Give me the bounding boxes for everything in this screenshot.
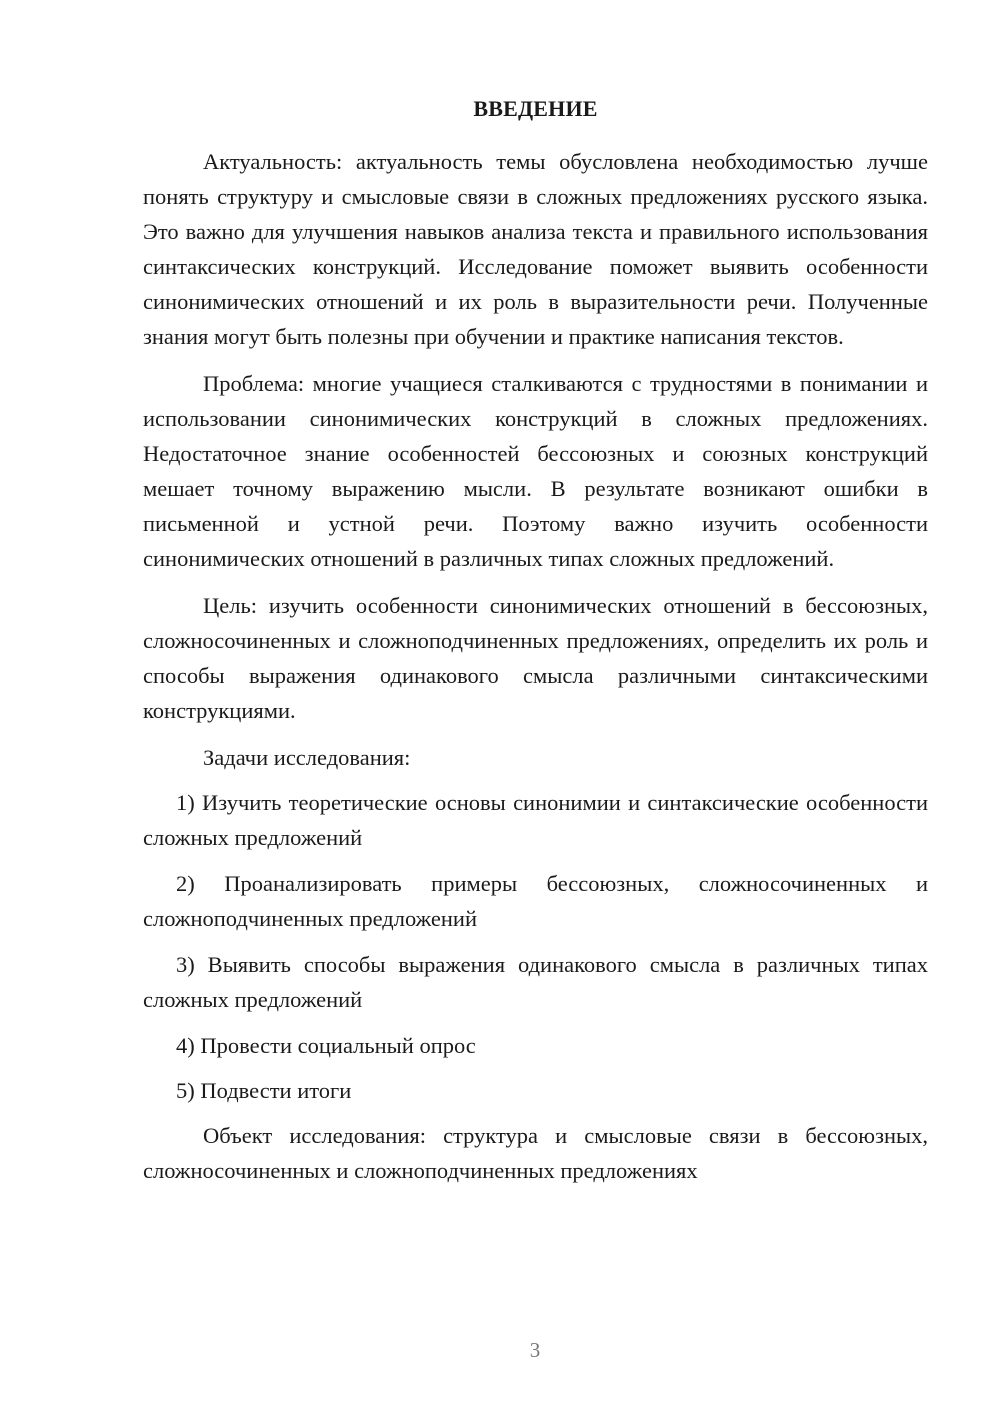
task-item: 5) Подвести итоги [176,1078,352,1103]
problem-paragraph: Проблема: многие учащиеся сталкиваются с трудностями в понимании и использовании синонимических конструкций в сложных предложениях. Недостаточное знание особенностей бессоюзных и союзных конструкций мешает точному выражению мысли. В результате возникают ошибки в письменной и устной речи. Поэтому важно изучить особенности синонимических отношений в различных типах сложных предложений. [143,371,928,571]
task-item: 4) Провести социальный опрос [176,1033,476,1058]
goal-paragraph: Цель: изучить особенности синонимических отношений в бессоюзных, сложносочиненных и сложноподчиненных предложениях, определить их роль и способы выражения одинакового смысла различными синтаксическими конструкциями. [143,593,928,723]
page-content [143,92,928,1200]
task-item: 3) Выявить способы выражения одинакового смысла в различных типах сложных предложений [143,952,928,1012]
task-item: 1) Изучить теоретические основы синонимии и синтаксические особенности сложных предложений [143,790,928,850]
object-paragraph: Объект исследования: структура и смысловые связи в бессоюзных, сложносочиненных и сложноподчиненных предложениях [143,1123,928,1183]
page-number: 3 [529,1338,541,1362]
tasks-heading: Задачи исследования: [203,745,411,770]
task-item: 2) Проанализировать примеры бессоюзных, сложносочиненных и сложноподчиненных предложений [143,871,928,931]
section-title: ВВЕДЕНИЕ [473,96,598,121]
relevance-paragraph: Актуальность: актуальность темы обусловлена необходимостью лучше понять структуру и смысловые связи в сложных предложениях русского языка. Это важно для улучшения навыков анализа текста и правильного использования синтаксических конструкций. Исследование поможет выявить особенности синонимических отношений и их роль в выразительности речи. Полученные знания могут быть полезны при обучении и практике написания текстов. [143,149,928,349]
